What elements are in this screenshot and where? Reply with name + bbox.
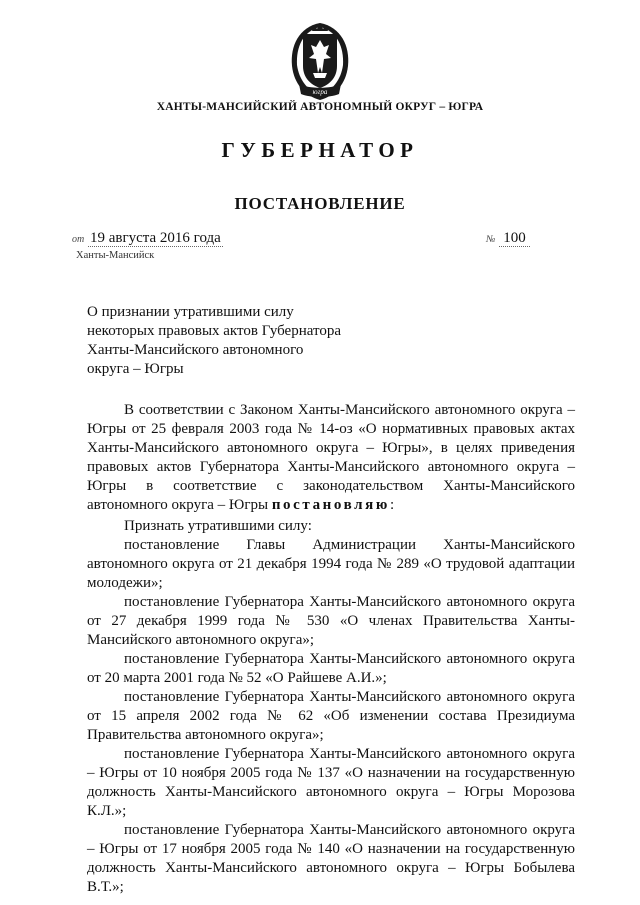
number-line (486, 230, 530, 247)
preamble-text: В соответствии с Законом Ханты-Мансийского автономного округа – Югры от 25 февраля 2003 года № 14-оз «О нормативных правовых актах Ханты-Мансийского автономного округа – Югры», в целях приведения правовых актов Губернатора Ханты-Мансийского автономного округа – Югры в соответствие с законодательством Ханты-Мансийского автономного округа – Югры (87, 402, 575, 513)
authority-title: ГУБЕРНАТОР (221, 138, 419, 162)
document-subject: О признании утратившими силу некоторых правовых актов Губернатора Ханты-Мансийского автономного округа – Югры (87, 304, 342, 377)
decree-word: постановляю (271, 497, 390, 513)
list-item: постановление Губернатора Ханты-Мансийского автономного округа – Югры от 10 ноября 2005 года № 137 «О назначении на государственную должность Ханты-Мансийского автономного округа – Югры Морозова К.Л.»; (87, 746, 575, 819)
city-name: Ханты-Мансийск (76, 250, 155, 261)
list-item: постановление Губернатора Ханты-Мансийского автономного округа от 27 декабря 1999 года № 530 «О членах Правительства Ханты-Мансийского автономного округа»; (87, 594, 575, 648)
emblem-ribbon-text: югра (312, 88, 328, 96)
coat-of-arms-emblem (283, 18, 357, 104)
repealed-acts-list (87, 517, 575, 897)
document-date: 19 августа 2016 года (89, 230, 221, 246)
list-item: постановление Главы Администрации Ханты-Мансийского автономного округа от 21 декабря 1994 года № 289 «О трудовой адаптации молодежи»; (87, 537, 575, 591)
preamble-block (87, 401, 575, 515)
document-type: ПОСТАНОВЛЕНИЕ (234, 194, 406, 213)
date-prefix: от (72, 234, 85, 245)
list-item: постановление Губернатора Ханты-Мансийского автономного округа – Югры от 17 ноября 2005 года № 140 «О назначении на государственную должность Ханты-Мансийского автономного округа – Югры Бобылева В.Т.»; (87, 822, 575, 895)
number-prefix: № (486, 234, 496, 245)
date-line (72, 230, 223, 247)
list-item: постановление Губернатора Ханты-Мансийского автономного округа от 15 апреля 2002 года № 62 «Об изменении состава Президиума Правительства автономного округа»; (87, 689, 575, 743)
region-name: ХАНТЫ-МАНСИЙСКИЙ АВТОНОМНЫЙ ОКРУГ – ЮГРА (156, 101, 484, 113)
list-intro: Признать утратившими силу: (124, 518, 312, 534)
list-item: постановление Губернатора Ханты-Мансийского автономного округа от 20 марта 2001 года № 52 «О Райшеве А.И.»; (87, 651, 575, 686)
decree-colon: : (389, 497, 395, 513)
document-number: 100 (499, 230, 530, 247)
